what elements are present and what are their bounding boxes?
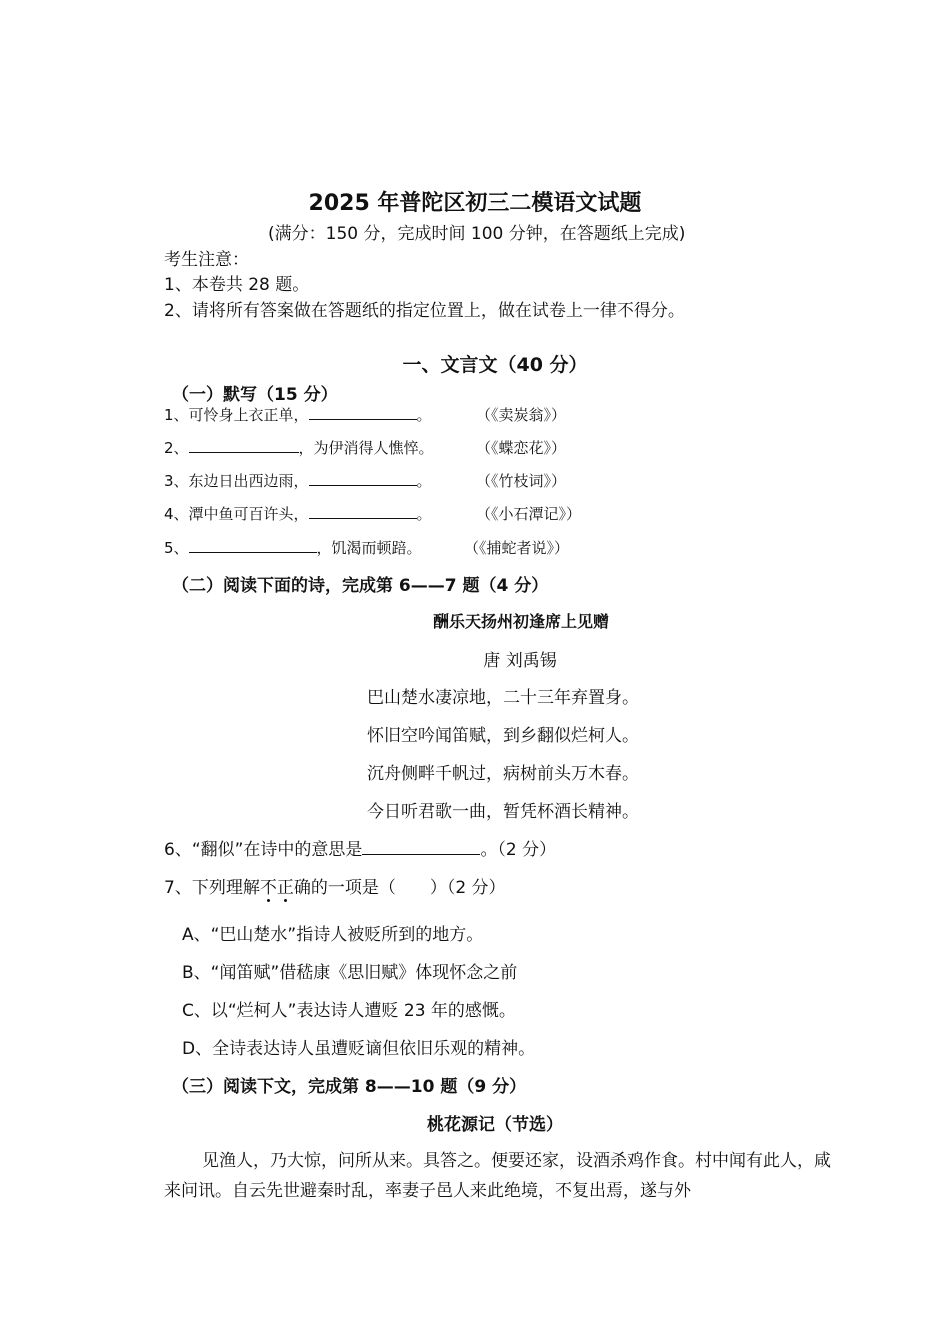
part-heading: （三）阅读下文，完成第 8——10 题（9 分） [172,1077,527,1097]
question-text: 7、下列理解 [164,878,260,898]
question-7 [164,873,506,898]
question-source: （《小石潭记》） [476,505,582,523]
question-text: 5、 [164,539,189,557]
exam-title: 2025 年普陀区初三二模语文试题 [308,191,642,216]
question-text: ，为伊消得人憔悴。 [298,439,434,457]
answer-blank [189,538,317,553]
dictation-question [164,503,432,524]
question-source: （《卖炭翁》） [476,406,567,424]
option-item: C、以“烂柯人”表达诗人遭贬 23 年的感慨。 [182,1001,516,1021]
answer-blank [309,471,417,486]
dictation-question [164,537,422,558]
question-text: 3、东边日出西边雨， [164,472,309,490]
question-text: 4、潭中鱼可百许头， [164,505,309,523]
question-text: 。 [416,472,432,490]
passage-body: 见渔人，乃大惊，问所从来。具答之。便要还家，设酒杀鸡作食。村中闻有此人，咸来问讯。自云先世避秦时乱，率妻子邑人来此绝境，不复出焉，遂与外 [164,1151,831,1201]
emphasis-text [260,873,294,898]
option-item: A、“巴山楚水”指诗人被贬所到的地方。 [182,925,484,945]
question-text: 2、 [164,439,189,457]
passage-text [164,1146,836,1206]
option-item: B、“闻笛赋”借嵇康《思旧赋》体现怀念之前 [182,963,518,983]
emphasis-dot [267,899,270,902]
emphasis-chars: 不正 [259,878,294,898]
passage-title: 桃花源记（节选） [427,1115,563,1135]
exam-subtitle: (满分：150 分，完成时间 100 分钟，在答题纸上完成) [268,224,686,244]
poem-line: 巴山楚水凄凉地，二十三年弃置身。 [367,688,639,708]
poem-line: 今日听君歌一曲，暂凭杯酒长精神。 [367,802,639,822]
notice-item: 2、请将所有答案做在答题纸的指定位置上，做在试卷上一律不得分。 [164,301,685,321]
option-item: D、全诗表达诗人虽遭贬谪但依旧乐观的精神。 [182,1039,536,1059]
dictation-question [164,404,432,425]
question-source: （《蝶恋花》） [476,439,567,457]
notice-label: 考生注意： [164,250,249,270]
answer-blank [309,405,417,420]
answer-blank [309,504,417,519]
question-text: 。（2 分） [480,840,557,860]
poem-line: 怀旧空吟闻笛赋，到乡翻似烂柯人。 [367,726,639,746]
question-text: 6、“翻似”在诗中的意思是 [164,840,363,860]
question-text: 确的一项是（ ）（2 分） [293,878,506,898]
part-heading: （一）默写（15 分） [172,385,338,405]
notice-item: 1、本卷共 28 题。 [164,275,310,295]
question-text: ，饥渴而顿踣。 [316,539,422,557]
poem-author: 唐 刘禹锡 [483,651,557,671]
dictation-question [164,470,432,491]
question-6 [164,835,556,860]
question-source: （《捕蛇者说》） [464,539,570,557]
poem-title: 酬乐天扬州初逢席上见赠 [432,612,609,631]
question-text: 。 [416,406,432,424]
question-text: 1、可怜身上衣正单， [164,406,309,424]
question-source: （《竹枝词》） [476,472,567,490]
poem-line: 沉舟侧畔千帆过，病树前头万木春。 [367,764,639,784]
question-text: 。 [416,505,432,523]
part-heading: （二）阅读下面的诗，完成第 6——7 题（4 分） [172,576,549,596]
dictation-question [164,437,434,458]
answer-blank [362,840,480,855]
emphasis-dot [284,899,287,902]
section-title: 一、文言文（40 分） [402,354,588,376]
answer-blank [189,438,299,453]
